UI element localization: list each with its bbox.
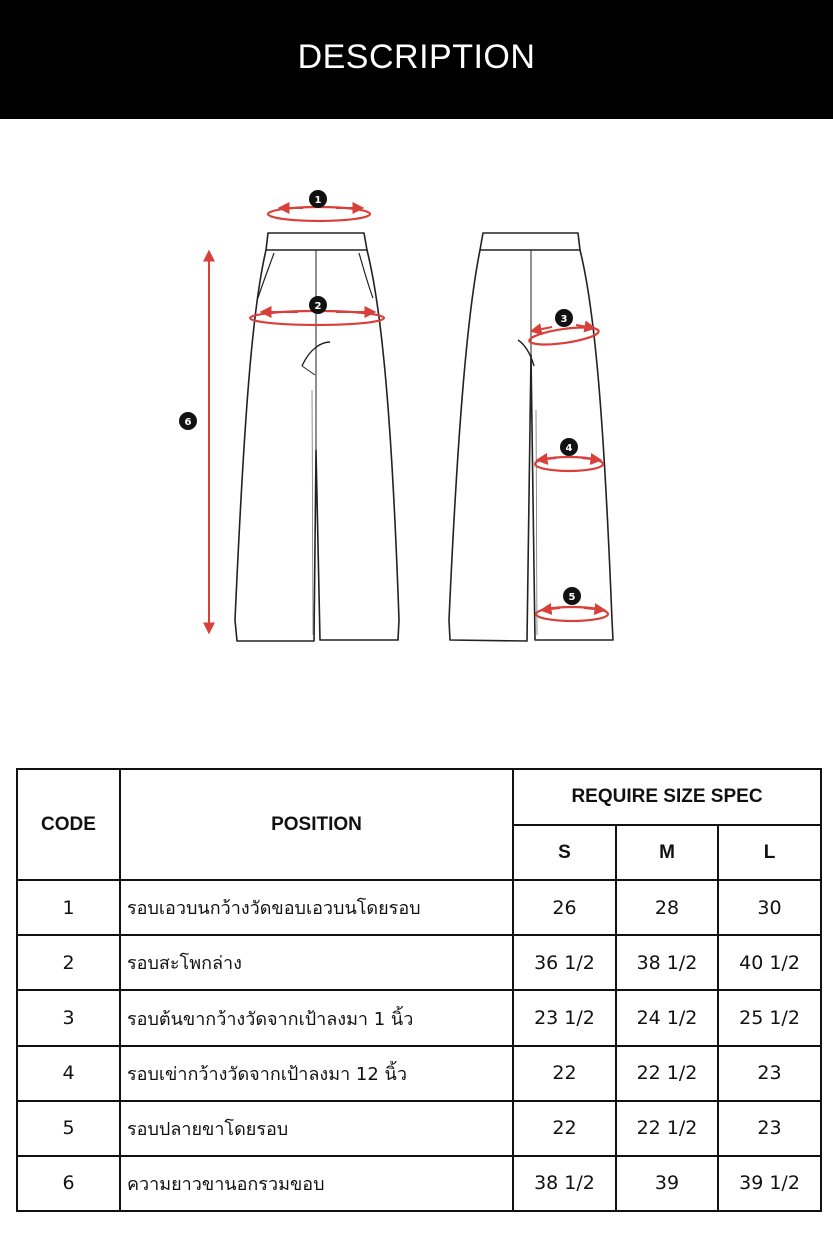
pants-front-drawing — [235, 233, 399, 641]
require-size-spec-header: REQUIRE SIZE SPEC — [513, 769, 821, 825]
row-size-l: 30 — [718, 880, 821, 935]
marker-6-label: 6 — [184, 417, 192, 428]
marker-4-label: 4 — [565, 443, 573, 454]
row-size-l: 39 1/2 — [718, 1156, 821, 1211]
row-code: 5 — [17, 1101, 120, 1156]
row-size-s: 23 1/2 — [513, 990, 616, 1045]
row-position: รอบปลายขาโดยรอบ — [120, 1101, 513, 1156]
row-size-m: 22 1/2 — [616, 1046, 718, 1101]
description-header — [0, 0, 833, 119]
row-size-m: 39 — [616, 1156, 718, 1211]
measure-knee-marker — [535, 438, 603, 471]
row-position: ความยาวขานอกรวมขอบ — [120, 1156, 513, 1211]
row-position: รอบสะโพกล่าง — [120, 935, 513, 990]
row-size-l: 40 1/2 — [718, 935, 821, 990]
row-position: รอบเข่ากว้างวัดจากเป้าลงมา 12 นิ้ว — [120, 1046, 513, 1101]
code-header: CODE — [17, 769, 120, 880]
row-position: รอบเอวบนกว้างวัดขอบเอวบนโดยรอบ — [120, 880, 513, 935]
row-size-m: 24 1/2 — [616, 990, 718, 1045]
row-code: 6 — [17, 1156, 120, 1211]
table-row — [17, 1101, 821, 1156]
position-header: POSITION — [120, 769, 513, 880]
size-m-header: M — [616, 825, 718, 880]
measure-thigh-marker — [528, 309, 599, 348]
row-size-s: 36 1/2 — [513, 935, 616, 990]
row-code: 1 — [17, 880, 120, 935]
row-size-l: 25 1/2 — [718, 990, 821, 1045]
measure-hip-marker — [250, 296, 384, 325]
size-l-header: L — [718, 825, 821, 880]
row-size-m: 28 — [616, 880, 718, 935]
row-size-m: 22 1/2 — [616, 1101, 718, 1156]
page-title: DESCRIPTION — [297, 38, 536, 76]
table-row — [17, 990, 821, 1045]
measure-length-marker — [179, 252, 209, 632]
table-row — [17, 935, 821, 990]
size-s-header: S — [513, 825, 616, 880]
pants-back-drawing — [449, 233, 613, 641]
row-size-l: 23 — [718, 1046, 821, 1101]
table-row — [17, 880, 821, 935]
row-size-m: 38 1/2 — [616, 935, 718, 990]
row-position: รอบต้นขากว้างวัดจากเป้าลงมา 1 นิ้ว — [120, 990, 513, 1045]
row-code: 2 — [17, 935, 120, 990]
marker-3-label: 3 — [560, 314, 568, 325]
row-size-s: 22 — [513, 1101, 616, 1156]
pants-measurement-diagram — [0, 120, 833, 740]
row-code: 3 — [17, 990, 120, 1045]
table-row — [17, 1046, 821, 1101]
marker-5-label: 5 — [568, 592, 576, 603]
row-size-s: 22 — [513, 1046, 616, 1101]
measure-waist-marker — [268, 190, 370, 221]
row-size-l: 23 — [718, 1101, 821, 1156]
marker-2-label: 2 — [314, 301, 322, 312]
table-row — [17, 1156, 821, 1211]
row-code: 4 — [17, 1046, 120, 1101]
size-spec-table — [16, 768, 822, 1212]
measure-hem-marker — [536, 587, 608, 621]
row-size-s: 38 1/2 — [513, 1156, 616, 1211]
marker-1-label: 1 — [314, 195, 322, 206]
row-size-s: 26 — [513, 880, 616, 935]
